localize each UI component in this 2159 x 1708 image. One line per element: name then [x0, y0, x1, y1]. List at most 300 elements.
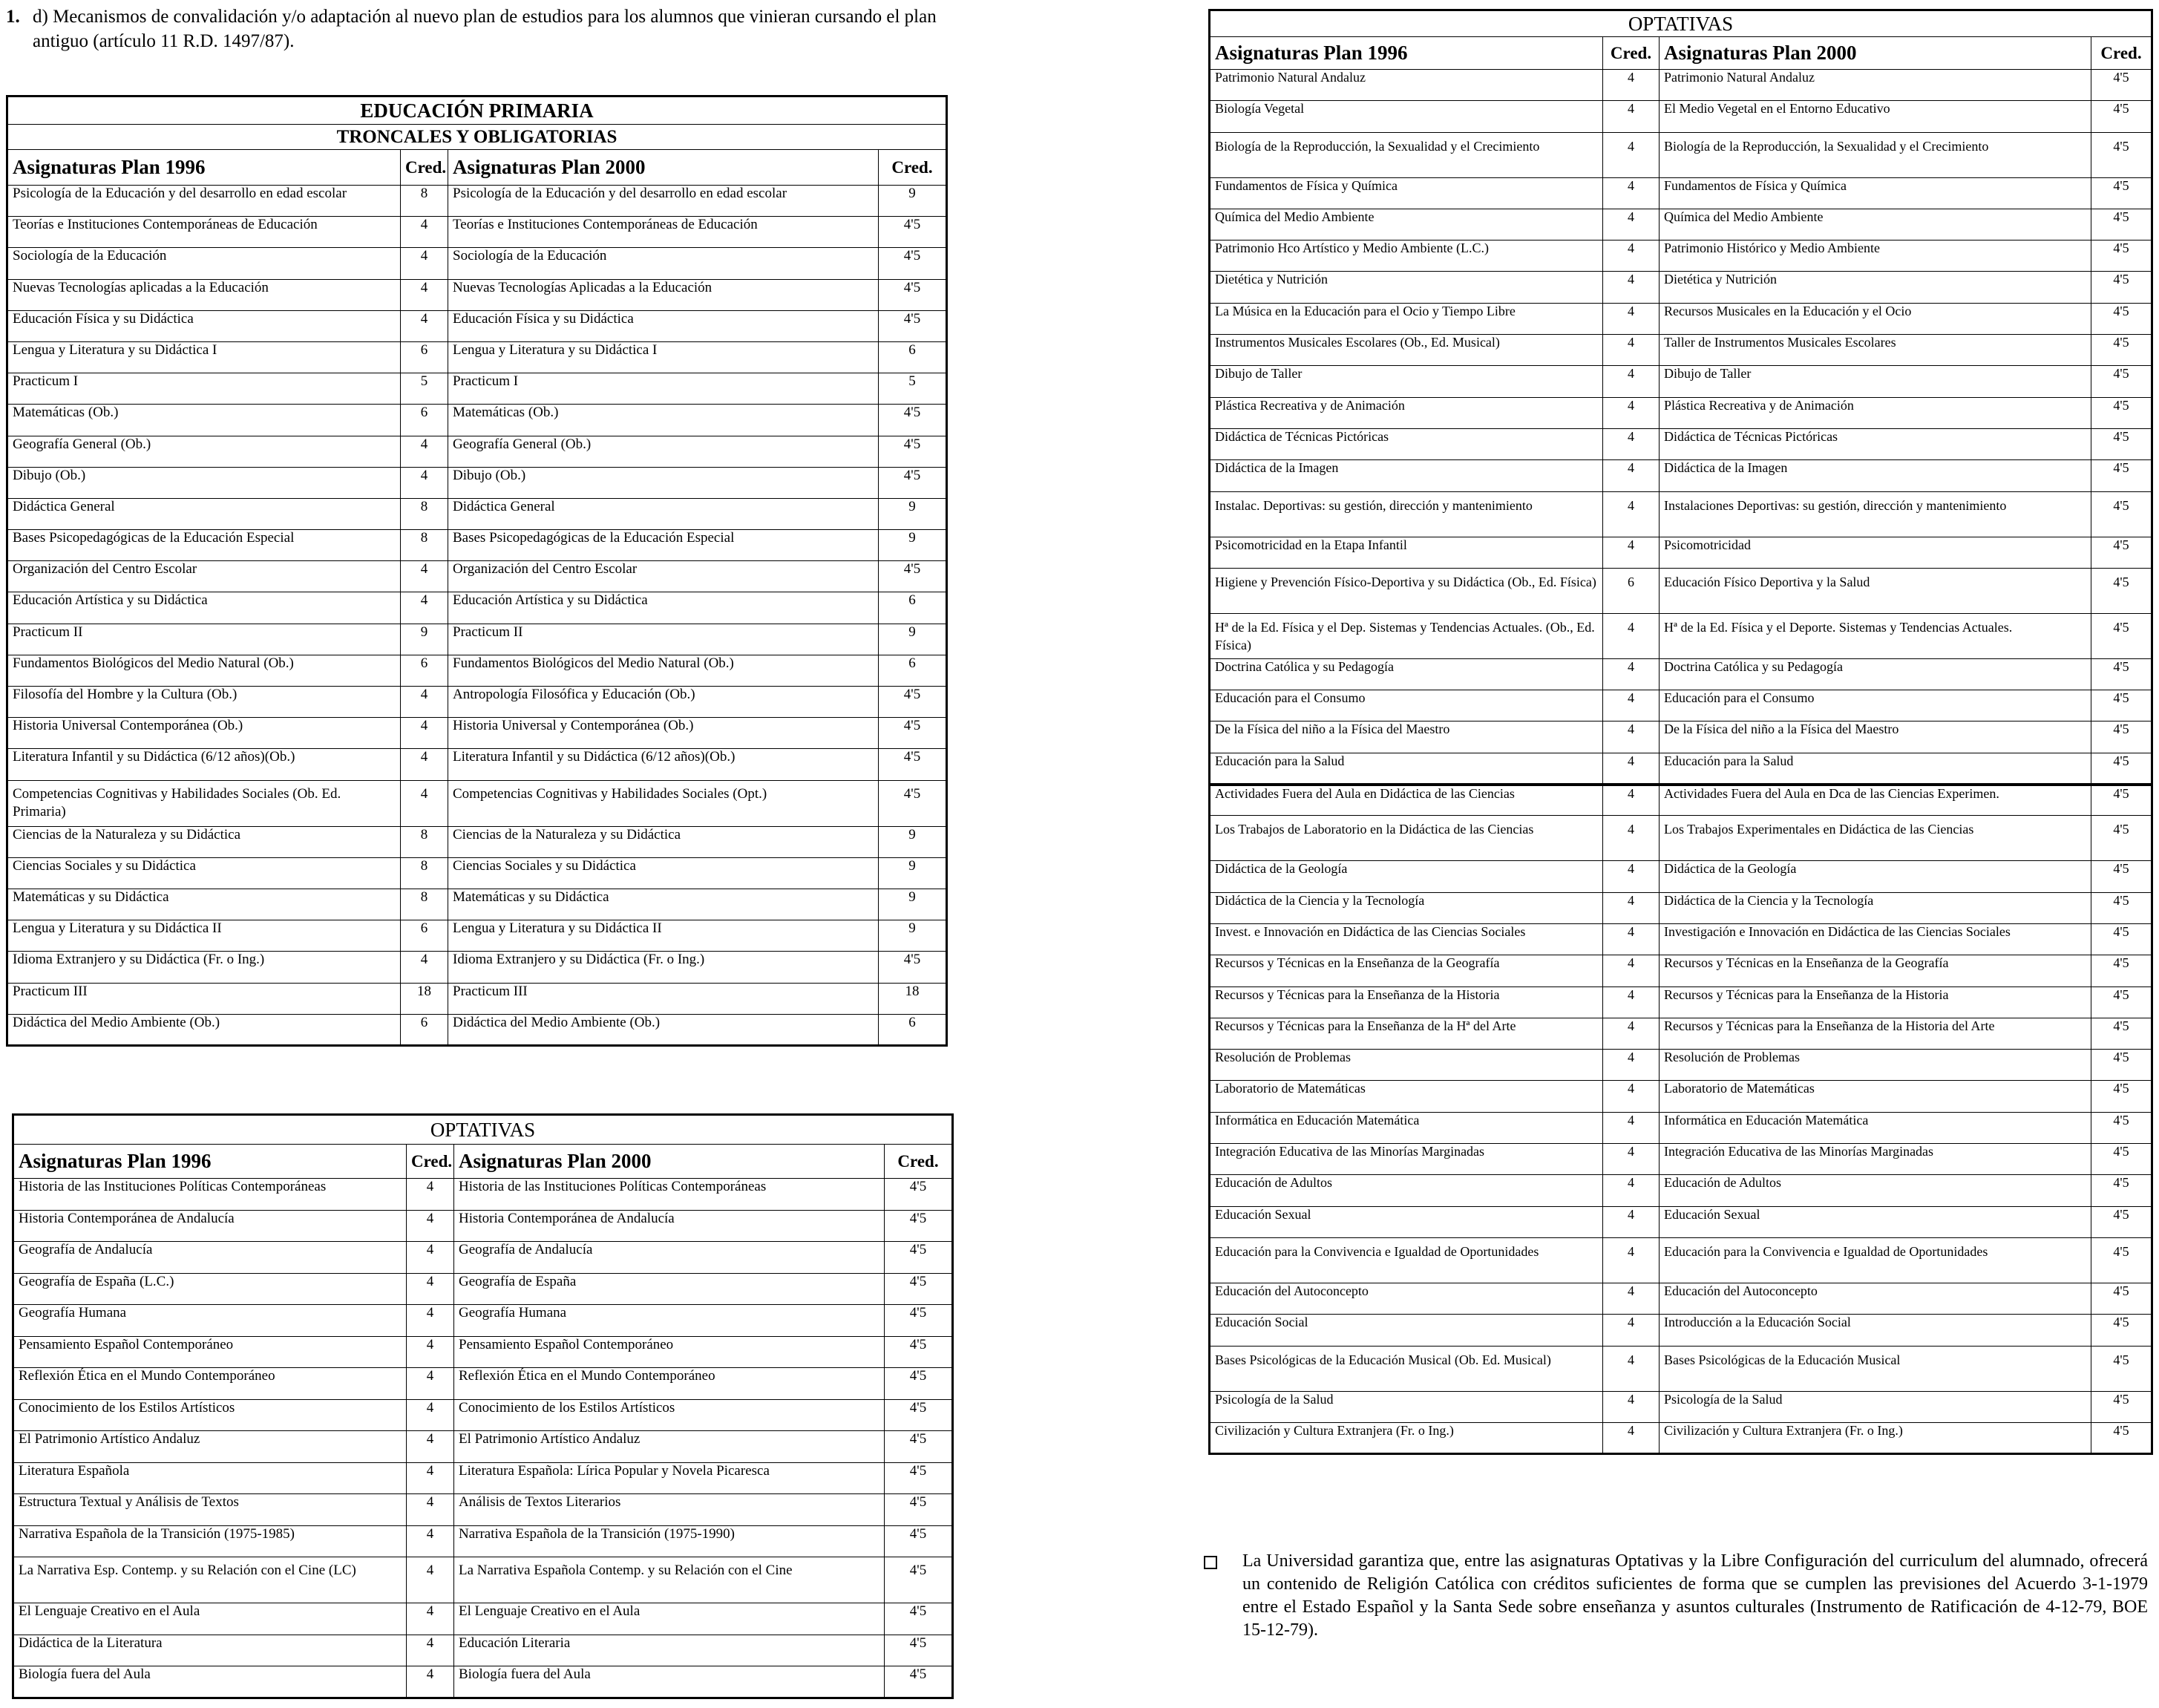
table-row: [1210, 1206, 2152, 1237]
optativas-right-table: [1208, 9, 2153, 1455]
subject-2000-cell: Practicum II: [448, 624, 879, 655]
credits-2000-cell: 18: [879, 983, 947, 1014]
credits-1996-cell: 4: [1603, 1206, 1660, 1237]
subject-1996-cell: Estructura Textual y Análisis de Textos: [13, 1494, 407, 1526]
column-header: Cred.: [879, 150, 947, 186]
credits-1996-cell: 6: [1603, 568, 1660, 613]
subject-2000-cell: Reflexión Ética en el Mundo Contemporáneo: [454, 1368, 885, 1400]
table-row: [1210, 568, 2152, 613]
table-row: [1210, 785, 2152, 816]
subject-1996-cell: Lengua y Literatura y su Didáctica I: [7, 341, 401, 373]
subject-2000-cell: Geografía de Andalucía: [454, 1242, 885, 1274]
table-row: [1210, 955, 2152, 986]
credits-1996-cell: 6: [401, 1014, 448, 1045]
credits-2000-cell: 4'5: [2091, 1346, 2152, 1391]
subject-1996-cell: Competencias Cognitivas y Habilidades Sociales (Ob. Ed. Primaria): [7, 780, 401, 826]
table-row: [7, 749, 947, 780]
table-row: [7, 983, 947, 1014]
section-number: 1.: [6, 7, 20, 27]
subject-1996-cell: Didáctica de la Literatura: [13, 1635, 407, 1666]
credits-2000-cell: 4'5: [879, 952, 947, 983]
credits-2000-cell: 9: [879, 186, 947, 217]
credits-1996-cell: 18: [401, 983, 448, 1014]
subject-2000-cell: Psicología de la Salud: [1660, 1391, 2091, 1422]
table-row: [1210, 816, 2152, 861]
credits-2000-cell: 4'5: [2091, 491, 2152, 537]
subject-2000-cell: El Lenguaje Creativo en el Aula: [454, 1603, 885, 1635]
credits-2000-cell: 4'5: [2091, 923, 2152, 955]
subject-2000-cell: Antropología Filosófica y Educación (Ob.): [448, 687, 879, 718]
subject-1996-cell: Nuevas Tecnologías aplicadas a la Educación: [7, 279, 401, 310]
table-row: [1210, 1050, 2152, 1081]
table-title: OPTATIVAS: [1210, 10, 2152, 37]
credits-1996-cell: 4: [401, 718, 448, 749]
credits-2000-cell: 4'5: [2091, 70, 2152, 101]
credits-2000-cell: 6: [879, 655, 947, 686]
credits-2000-cell: 4'5: [2091, 397, 2152, 428]
table-row: [7, 1014, 947, 1045]
subject-1996-cell: Lengua y Literatura y su Didáctica II: [7, 920, 401, 952]
subject-1996-cell: Conocimiento de los Estilos Artísticos: [13, 1399, 407, 1431]
table-row: [1210, 658, 2152, 690]
credits-2000-cell: 4'5: [879, 248, 947, 279]
table-row: [7, 217, 947, 248]
subject-2000-cell: Pensamiento Español Contemporáneo: [454, 1336, 885, 1368]
column-header: Cred.: [401, 150, 448, 186]
table-row: [13, 1462, 953, 1494]
subject-2000-cell: Practicum I: [448, 373, 879, 405]
table-row: [1210, 1422, 2152, 1453]
subject-2000-cell: Patrimonio Histórico y Medio Ambiente: [1660, 241, 2091, 272]
credits-1996-cell: 4: [1603, 1391, 1660, 1422]
subject-1996-cell: Patrimonio Natural Andaluz: [1210, 70, 1603, 101]
subject-1996-cell: Filosofía del Hombre y la Cultura (Ob.): [7, 687, 401, 718]
credits-1996-cell: 4: [407, 1666, 454, 1698]
credits-1996-cell: 4: [1603, 272, 1660, 303]
subject-2000-cell: La Narrativa Española Contemp. y su Relación con el Cine: [454, 1557, 885, 1603]
table-row: [1210, 209, 2152, 240]
credits-1996-cell: 4: [1603, 1050, 1660, 1081]
subject-1996-cell: Patrimonio Hco Artístico y Medio Ambiente (L.C.): [1210, 241, 1603, 272]
credits-2000-cell: 4'5: [2091, 537, 2152, 568]
table-row: [13, 1336, 953, 1368]
credits-1996-cell: 4: [407, 1525, 454, 1557]
subject-1996-cell: Higiene y Prevención Físico-Deportiva y su Didáctica (Ob., Ed. Física): [1210, 568, 1603, 613]
table-row: [1210, 335, 2152, 366]
credits-2000-cell: 6: [879, 592, 947, 624]
table-row: [1210, 722, 2152, 753]
credits-2000-cell: 4'5: [2091, 1422, 2152, 1453]
table-row: [1210, 272, 2152, 303]
column-header: Asignaturas Plan 1996: [7, 150, 401, 186]
subject-1996-cell: Educación para el Consumo: [1210, 690, 1603, 722]
credits-2000-cell: 4'5: [2091, 1237, 2152, 1283]
credits-1996-cell: 4: [407, 1635, 454, 1666]
subject-2000-cell: El Patrimonio Artístico Andaluz: [454, 1431, 885, 1463]
subject-2000-cell: Competencias Cognitivas y Habilidades Sociales (Opt.): [448, 780, 879, 826]
subject-2000-cell: Educación de Adultos: [1660, 1175, 2091, 1206]
table-row: [1210, 1112, 2152, 1143]
subject-1996-cell: Geografía de España (L.C.): [13, 1273, 407, 1305]
table-row: [7, 373, 947, 405]
credits-1996-cell: 8: [401, 186, 448, 217]
table-title: OPTATIVAS: [13, 1115, 953, 1145]
table-row: [1210, 177, 2152, 209]
table-row: [1210, 1018, 2152, 1049]
subject-1996-cell: Bases Psicológicas de la Educación Musical (Ob. Ed. Musical): [1210, 1346, 1603, 1391]
credits-2000-cell: 4'5: [879, 217, 947, 248]
subject-2000-cell: Biología fuera del Aula: [454, 1666, 885, 1698]
credits-2000-cell: 4'5: [879, 310, 947, 341]
optativas-left-table: [12, 1113, 954, 1699]
subject-1996-cell: Narrativa Española de la Transición (1975-1985): [13, 1525, 407, 1557]
credits-1996-cell: 4: [407, 1431, 454, 1463]
credits-2000-cell: 4'5: [885, 1525, 953, 1557]
credits-2000-cell: 4'5: [879, 467, 947, 498]
subject-2000-cell: Literatura Española: Lírica Popular y Novela Picaresca: [454, 1462, 885, 1494]
table-row: [7, 467, 947, 498]
subject-1996-cell: Instalac. Deportivas: su gestión, dirección y mantenimiento: [1210, 491, 1603, 537]
subject-2000-cell: Educación del Autoconcepto: [1660, 1283, 2091, 1314]
subject-2000-cell: Recursos y Técnicas en la Enseñanza de la Geografía: [1660, 955, 2091, 986]
credits-1996-cell: 4: [1603, 1346, 1660, 1391]
table-row: [1210, 1144, 2152, 1175]
column-header: Asignaturas Plan 1996: [1210, 37, 1603, 70]
subject-1996-cell: Didáctica General: [7, 498, 401, 529]
credits-2000-cell: 9: [879, 624, 947, 655]
column-header: Asignaturas Plan 1996: [13, 1145, 407, 1179]
subject-1996-cell: Geografía de Andalucía: [13, 1242, 407, 1274]
credits-2000-cell: 4'5: [885, 1336, 953, 1368]
column-header: Asignaturas Plan 2000: [454, 1145, 885, 1179]
subject-1996-cell: Hª de la Ed. Física y el Dep. Sistemas y Tendencias Actuales. (Ob., Ed. Física): [1210, 613, 1603, 658]
subject-2000-cell: Didáctica de la Imagen: [1660, 460, 2091, 491]
credits-2000-cell: 4'5: [885, 1210, 953, 1242]
subject-1996-cell: Recursos y Técnicas en la Enseñanza de la Geografía: [1210, 955, 1603, 986]
subject-1996-cell: Psicomotricidad en la Etapa Infantil: [1210, 537, 1603, 568]
credits-1996-cell: 4: [407, 1273, 454, 1305]
credits-2000-cell: 9: [879, 826, 947, 857]
subject-2000-cell: Educación para la Salud: [1660, 753, 2091, 784]
credits-2000-cell: 4'5: [879, 780, 947, 826]
credits-2000-cell: 4'5: [2091, 722, 2152, 753]
subject-2000-cell: Doctrina Católica y su Pedagogía: [1660, 658, 2091, 690]
credits-1996-cell: 4: [407, 1494, 454, 1526]
subject-1996-cell: Educación del Autoconcepto: [1210, 1283, 1603, 1314]
subject-1996-cell: Practicum I: [7, 373, 401, 405]
credits-2000-cell: 4'5: [2091, 1206, 2152, 1237]
credits-2000-cell: 9: [879, 498, 947, 529]
subject-2000-cell: Recursos y Técnicas para la Enseñanza de la Historia del Arte: [1660, 1018, 2091, 1049]
subject-2000-cell: Dibujo (Ob.): [448, 467, 879, 498]
credits-1996-cell: 4: [1603, 209, 1660, 240]
table-row: [13, 1494, 953, 1526]
credits-2000-cell: 9: [879, 920, 947, 952]
subject-1996-cell: Informática en Educación Matemática: [1210, 1112, 1603, 1143]
column-header: Cred.: [407, 1145, 454, 1179]
credits-1996-cell: 4: [1603, 1081, 1660, 1112]
credits-1996-cell: 4: [1603, 816, 1660, 861]
table-row: [1210, 923, 2152, 955]
column-header: Cred.: [2091, 37, 2152, 70]
credits-1996-cell: 4: [1603, 861, 1660, 892]
subject-2000-cell: Plástica Recreativa y de Animación: [1660, 397, 2091, 428]
subject-1996-cell: Pensamiento Español Contemporáneo: [13, 1336, 407, 1368]
subject-1996-cell: Psicología de la Salud: [1210, 1391, 1603, 1422]
table-row: [7, 687, 947, 718]
credits-1996-cell: 4: [407, 1368, 454, 1400]
subject-2000-cell: Los Trabajos Experimentales en Didáctica de las Ciencias: [1660, 816, 2091, 861]
subject-1996-cell: Bases Psicopedagógicas de la Educación Especial: [7, 530, 401, 561]
table-row: [7, 889, 947, 920]
credits-1996-cell: 4: [401, 780, 448, 826]
subject-1996-cell: Biología fuera del Aula: [13, 1666, 407, 1698]
table-row: [1210, 986, 2152, 1018]
table-row: [13, 1635, 953, 1666]
credits-1996-cell: 8: [401, 889, 448, 920]
table-row: [1210, 397, 2152, 428]
subject-2000-cell: Lengua y Literatura y su Didáctica II: [448, 920, 879, 952]
credits-1996-cell: 8: [401, 498, 448, 529]
subject-1996-cell: Fundamentos Biológicos del Medio Natural (Ob.): [7, 655, 401, 686]
credits-1996-cell: 4: [407, 1399, 454, 1431]
subject-1996-cell: Doctrina Católica y su Pedagogía: [1210, 658, 1603, 690]
table-row: [7, 592, 947, 624]
subject-2000-cell: Didáctica de la Geología: [1660, 861, 2091, 892]
table-row: [7, 655, 947, 686]
subject-1996-cell: Historia Universal Contemporánea (Ob.): [7, 718, 401, 749]
credits-2000-cell: 4'5: [2091, 785, 2152, 816]
table-row: [13, 1666, 953, 1698]
table-row: [7, 561, 947, 592]
credits-2000-cell: 4'5: [885, 1462, 953, 1494]
subject-2000-cell: Nuevas Tecnologías Aplicadas a la Educación: [448, 279, 879, 310]
table-row: [7, 920, 947, 952]
credits-2000-cell: 4'5: [2091, 690, 2152, 722]
credits-2000-cell: 4'5: [879, 561, 947, 592]
credits-1996-cell: 4: [1603, 366, 1660, 397]
table-subtitle: TRONCALES Y OBLIGATORIAS: [7, 125, 947, 150]
primaria-table: [6, 95, 948, 1047]
credits-2000-cell: 4'5: [2091, 1315, 2152, 1346]
subject-2000-cell: Educación para el Consumo: [1660, 690, 2091, 722]
subject-1996-cell: Biología de la Reproducción, la Sexualidad y el Crecimiento: [1210, 132, 1603, 177]
credits-1996-cell: 4: [1603, 460, 1660, 491]
credits-2000-cell: 4'5: [2091, 177, 2152, 209]
credits-1996-cell: 4: [1603, 785, 1660, 816]
subject-1996-cell: Teorías e Instituciones Contemporáneas de Educación: [7, 217, 401, 248]
subject-2000-cell: Didáctica de la Ciencia y la Tecnología: [1660, 892, 2091, 923]
subject-2000-cell: Fundamentos de Física y Química: [1660, 177, 2091, 209]
subject-2000-cell: Resolución de Problemas: [1660, 1050, 2091, 1081]
subject-2000-cell: Literatura Infantil y su Didáctica (6/12 años)(Ob.): [448, 749, 879, 780]
subject-1996-cell: Recursos y Técnicas para la Enseñanza de la Historia: [1210, 986, 1603, 1018]
religion-note-text: La Universidad garantiza que, entre las asignaturas Optativas y la Libre Configuración del curriculum del alumnado, ofrecerá un contenido de Religión Católica con créditos suficientes de forma que se cumplen las previsiones del Acuerdo 3-1-1979 entre el Estado Español y la Santa Sede sobre enseñanza y asuntos culturales (Instrumento de Ratificación de 4-12-79, BOE 15-12-79).: [1242, 1551, 2148, 1640]
table-row: [13, 1557, 953, 1603]
table-row: [1210, 303, 2152, 334]
subject-2000-cell: Conocimiento de los Estilos Artísticos: [454, 1399, 885, 1431]
subject-2000-cell: Fundamentos Biológicos del Medio Natural (Ob.): [448, 655, 879, 686]
subject-1996-cell: Educación para la Salud: [1210, 753, 1603, 784]
subject-1996-cell: Didáctica de Técnicas Pictóricas: [1210, 428, 1603, 459]
subject-2000-cell: Dietética y Nutrición: [1660, 272, 2091, 303]
credits-2000-cell: 4'5: [885, 1399, 953, 1431]
table-row: [1210, 1391, 2152, 1422]
credits-2000-cell: 4'5: [2091, 241, 2152, 272]
credits-2000-cell: 4'5: [885, 1179, 953, 1211]
credits-2000-cell: 5: [879, 373, 947, 405]
subject-2000-cell: De la Física del niño a la Física del Maestro: [1660, 722, 2091, 753]
credits-2000-cell: 4'5: [2091, 101, 2152, 132]
credits-1996-cell: 4: [1603, 613, 1660, 658]
credits-1996-cell: 4: [407, 1179, 454, 1211]
subject-2000-cell: Educación Artística y su Didáctica: [448, 592, 879, 624]
subject-2000-cell: Civilización y Cultura Extranjera (Fr. o Ing.): [1660, 1422, 2091, 1453]
subject-2000-cell: Introducción a la Educación Social: [1660, 1315, 2091, 1346]
credits-2000-cell: 4'5: [2091, 955, 2152, 986]
subject-2000-cell: Matemáticas (Ob.): [448, 405, 879, 436]
subject-1996-cell: Ciencias Sociales y su Didáctica: [7, 857, 401, 889]
table-row: [7, 624, 947, 655]
subject-2000-cell: Educación Física y su Didáctica: [448, 310, 879, 341]
subject-1996-cell: Resolución de Problemas: [1210, 1050, 1603, 1081]
subject-1996-cell: Educación de Adultos: [1210, 1175, 1603, 1206]
subject-2000-cell: Educación para la Convivencia e Igualdad de Oportunidades: [1660, 1237, 2091, 1283]
credits-2000-cell: 4'5: [885, 1635, 953, 1666]
subject-2000-cell: Didáctica General: [448, 498, 879, 529]
table-row: [1210, 70, 2152, 101]
credits-2000-cell: 4'5: [2091, 335, 2152, 366]
subject-1996-cell: Matemáticas y su Didáctica: [7, 889, 401, 920]
table-row: [7, 952, 947, 983]
subject-1996-cell: Civilización y Cultura Extranjera (Fr. o Ing.): [1210, 1422, 1603, 1453]
religion-note: [1205, 1550, 2148, 1642]
subject-1996-cell: Didáctica de la Geología: [1210, 861, 1603, 892]
subject-2000-cell: Química del Medio Ambiente: [1660, 209, 2091, 240]
credits-1996-cell: 6: [401, 655, 448, 686]
subject-1996-cell: Educación Social: [1210, 1315, 1603, 1346]
subject-2000-cell: Sociología de la Educación: [448, 248, 879, 279]
table-row: [1210, 241, 2152, 272]
subject-1996-cell: Historia Contemporánea de Andalucía: [13, 1210, 407, 1242]
credits-2000-cell: 4'5: [2091, 986, 2152, 1018]
subject-1996-cell: Dibujo (Ob.): [7, 467, 401, 498]
credits-2000-cell: 4'5: [2091, 272, 2152, 303]
column-header: Asignaturas Plan 2000: [448, 150, 879, 186]
subject-1996-cell: Historia de las Instituciones Políticas Contemporáneas: [13, 1179, 407, 1211]
credits-2000-cell: 4'5: [885, 1273, 953, 1305]
credits-1996-cell: 4: [1603, 1175, 1660, 1206]
credits-2000-cell: 4'5: [2091, 460, 2152, 491]
table-row: [1210, 1346, 2152, 1391]
table-row: [13, 1179, 953, 1211]
credits-1996-cell: 4: [407, 1603, 454, 1635]
subject-1996-cell: La Música en la Educación para el Ocio y Tiempo Libre: [1210, 303, 1603, 334]
credits-1996-cell: 4: [1603, 303, 1660, 334]
credits-1996-cell: 4: [1603, 537, 1660, 568]
subject-1996-cell: Psicología de la Educación y del desarrollo en edad escolar: [7, 186, 401, 217]
subject-2000-cell: Bases Psicológicas de la Educación Musical: [1660, 1346, 2091, 1391]
table-row: [1210, 491, 2152, 537]
table-row: [1210, 861, 2152, 892]
credits-2000-cell: 4'5: [2091, 753, 2152, 784]
subject-2000-cell: Ciencias de la Naturaleza y su Didáctica: [448, 826, 879, 857]
credits-2000-cell: 4'5: [2091, 303, 2152, 334]
credits-1996-cell: 4: [1603, 1283, 1660, 1314]
table-row: [7, 718, 947, 749]
table-row: [13, 1368, 953, 1400]
credits-2000-cell: 4'5: [879, 279, 947, 310]
subject-1996-cell: Fundamentos de Física y Química: [1210, 177, 1603, 209]
subject-2000-cell: Análisis de Textos Literarios: [454, 1494, 885, 1526]
subject-2000-cell: Educación Sexual: [1660, 1206, 2091, 1237]
subject-1996-cell: Literatura Infantil y su Didáctica (6/12 años)(Ob.): [7, 749, 401, 780]
table-row: [1210, 1175, 2152, 1206]
credits-2000-cell: 4'5: [2091, 132, 2152, 177]
credits-2000-cell: 4'5: [885, 1305, 953, 1337]
table-row: [1210, 366, 2152, 397]
table-row: [7, 186, 947, 217]
credits-2000-cell: 4'5: [879, 436, 947, 467]
credits-1996-cell: 4: [1603, 722, 1660, 753]
credits-1996-cell: 9: [401, 624, 448, 655]
subject-1996-cell: Didáctica del Medio Ambiente (Ob.): [7, 1014, 401, 1045]
table-row: [1210, 428, 2152, 459]
table-row: [13, 1603, 953, 1635]
credits-2000-cell: 4'5: [2091, 366, 2152, 397]
subject-1996-cell: Química del Medio Ambiente: [1210, 209, 1603, 240]
credits-2000-cell: 9: [879, 857, 947, 889]
credits-2000-cell: 4'5: [2091, 1081, 2152, 1112]
subject-1996-cell: Reflexión Ética en el Mundo Contemporáneo: [13, 1368, 407, 1400]
credits-2000-cell: 4'5: [2091, 861, 2152, 892]
subject-2000-cell: Informática en Educación Matemática: [1660, 1112, 2091, 1143]
credits-1996-cell: 4: [1603, 923, 1660, 955]
section-heading-text: d) Mecanismos de convalidación y/o adaptación al nuevo plan de estudios para los alumnos que vinieran cursando el plan antiguo (artículo 11 R.D. 1497/87).: [33, 7, 937, 51]
subject-2000-cell: Recursos y Técnicas para la Enseñanza de la Historia: [1660, 986, 2091, 1018]
subject-1996-cell: Organización del Centro Escolar: [7, 561, 401, 592]
subject-2000-cell: Historia Universal y Contemporánea (Ob.): [448, 718, 879, 749]
credits-1996-cell: 4: [1603, 70, 1660, 101]
table-row: [1210, 101, 2152, 132]
table-row: [7, 530, 947, 561]
table-row: [7, 826, 947, 857]
table-row: [1210, 1081, 2152, 1112]
credits-1996-cell: 6: [401, 405, 448, 436]
table-row: [1210, 132, 2152, 177]
subject-2000-cell: Historia Contemporánea de Andalucía: [454, 1210, 885, 1242]
credits-1996-cell: 4: [407, 1242, 454, 1274]
table-row: [13, 1242, 953, 1274]
subject-1996-cell: Laboratorio de Matemáticas: [1210, 1081, 1603, 1112]
credits-1996-cell: 4: [407, 1557, 454, 1603]
subject-1996-cell: Didáctica de la Ciencia y la Tecnología: [1210, 892, 1603, 923]
subject-2000-cell: Hª de la Ed. Física y el Deporte. Sistemas y Tendencias Actuales.: [1660, 613, 2091, 658]
credits-1996-cell: 4: [407, 1462, 454, 1494]
credits-2000-cell: 4'5: [885, 1603, 953, 1635]
table-row: [1210, 460, 2152, 491]
subject-2000-cell: Investigación e Innovación en Didáctica de las Ciencias Sociales: [1660, 923, 2091, 955]
credits-1996-cell: 4: [1603, 491, 1660, 537]
credits-2000-cell: 9: [879, 530, 947, 561]
checkbox-bullet-icon: [1204, 1556, 1217, 1569]
subject-2000-cell: Laboratorio de Matemáticas: [1660, 1081, 2091, 1112]
subject-2000-cell: Instalaciones Deportivas: su gestión, dirección y mantenimiento: [1660, 491, 2091, 537]
subject-2000-cell: Psicomotricidad: [1660, 537, 2091, 568]
table-row: [13, 1399, 953, 1431]
credits-2000-cell: 4'5: [2091, 1018, 2152, 1049]
table-row: [7, 248, 947, 279]
